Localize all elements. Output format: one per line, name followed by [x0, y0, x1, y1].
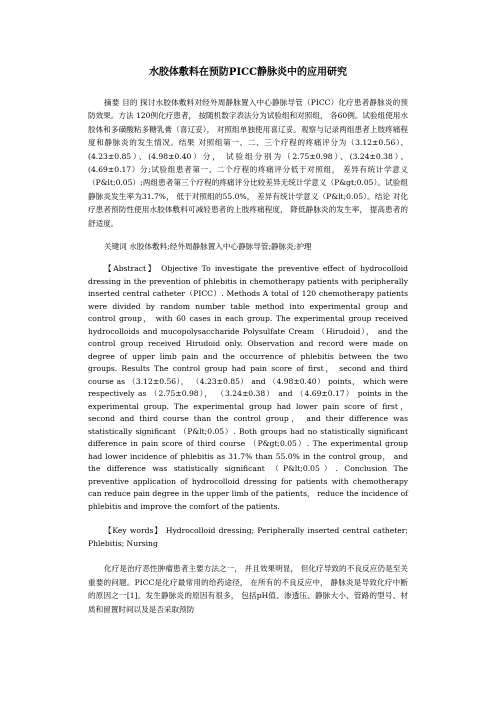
body-paragraph: 化疗是治疗恶性肿瘤患者主要方法之一， 并且效果明显， 但化疗导致的不良反应仍是至关重要的问题。PICC是化疗最常用的给药途径， 在所有的不良反应中， 静脉炎是导致化疗中断的原因之一[1]。发生静脉炎的原因有很多， 包括pH值、渗透压、静脉大小、管路的型号、材质和留置时间以及是否采取预防 — [88, 564, 408, 614]
article-title: 水胶体敷料在预防PICC静脉炎中的应用研究 — [148, 67, 348, 78]
keywords-english: 【Key words】 Hydrocolloid dressing; Peripherally inserted central catheter; Phlebitis; Nursing — [88, 526, 408, 548]
abstract-english: 【Abstract】 Objective To investigate the preventive effect of hydrocolloid dressing in the prevention of phlebitis in chemotherapy patients with peripherally inserted central catheter（PICC）. Methods A total of 120 chemotherapy patients were divided by random number table method into experimental group and control group， with 60 cases in each group. The experimental group received hydrocolloids and mucopolysaccharide Polysulfate Cream （Hirudoid）， and the control group received Hirudoid only. Observation and record were made on degree of upper limb pain and the occurrence of phlebitis between the two groups. Results The control group had pain score of first， second and third course as （3.12±0.56）， （4.23±0.85） and （4.98±0.40） points， which were respectively as （2.75±0.98）， （3.24±0.38） and （4.69±0.17） points in the experimental group. The experimental group had lower pain score of first， second and third course than the control group， and their difference was statistically significant （P&lt;0.05）. Both groups had no statistically significant difference in pain score of third course （P&gt;0.05）. The experimental group had lower incidence of phlebitis as 31.7% than 55.0% in the control group， and the difference was statistically significant （P&lt;0.05）. Conclusion The preventive application of hydrocolloid dressing for patients with chemotherapy can reduce pain degree in the upper limb of the patients， reduce the incidence of phlebitis and improve the comfort of the patients. — [88, 264, 408, 511]
keywords-chinese: 关键词 水胶体敷料;经外周静脉置入中心静脉导管;静脉炎;护理 — [104, 242, 312, 252]
abstract-chinese: 摘要 目的 探讨水胶体敷料对经外周静脉置入中心静脉导管（PICC）化疗患者静脉炎的预防效果。方法 120例化疗患者， 按随机数字表法分为试验组和对照组， 各60例。试验组使用水胶体和多磺酸粘多糖乳膏（喜辽妥）， 对照组单独使用喜辽妥。观察与记录两组患者上肢疼痛程度和静脉炎的发生情况。结果 对照组第一、二、三个疗程的疼痛评分为（3.12±0.56）、(4.23±0.85）、(4.98±0.40）分， 试验组分别为（2.75±0.98）、(3.24±0.38）、(4.69±0.17）分;试验组患者第一、二个疗程的疼痛评分低于对照组， 差异有统计学意义（P&lt;0.05）;两组患者第三个疗程的疼痛评分比较差异无统计学意义（P&gt;0.05）。试验组静脉炎发生率为31.7%， 低于对照组的55.0%， 差异有统计学意义（P&lt;0.05）。结论 对化疗患者预防性使用水胶体敷料可减轻患者的上肢疼痛程度， 降低静脉炎的发生率， 提高患者的舒适度。 — [88, 98, 408, 228]
